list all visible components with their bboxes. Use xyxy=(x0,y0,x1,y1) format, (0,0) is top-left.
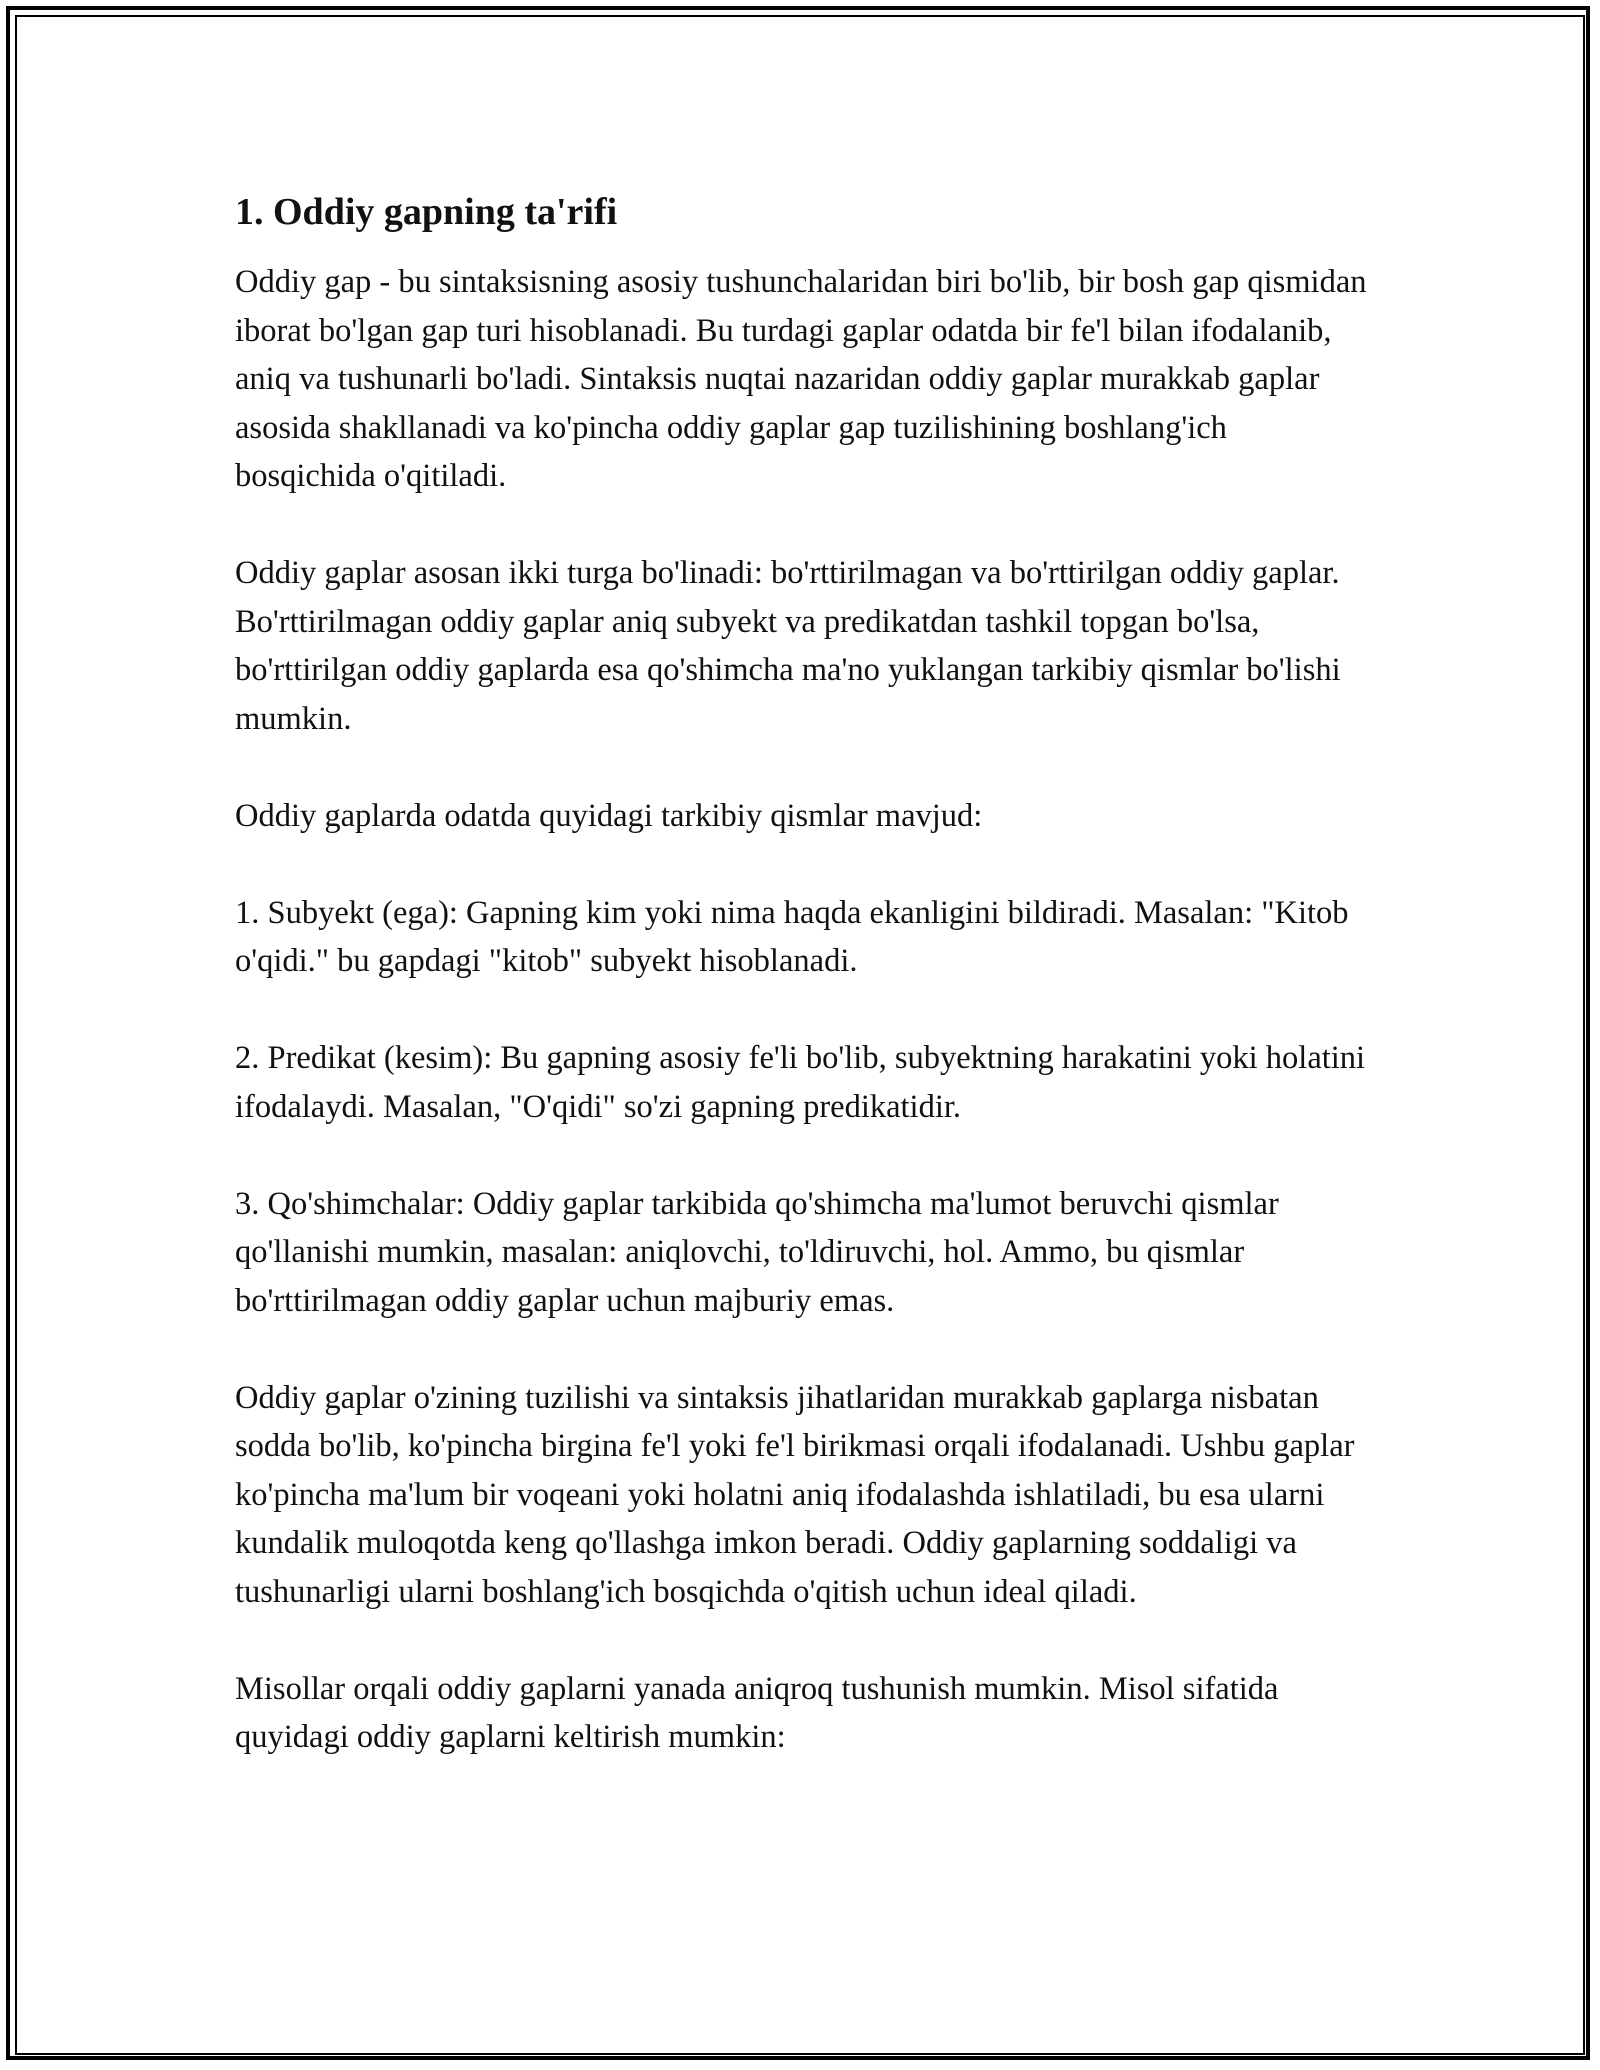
paragraph-simplicity: Oddiy gaplar o'zining tuzilishi va sintaksis jihatlaridan murakkab gaplarga nisbatan sodda bo'lib, ko'pincha birgina fe'l yoki fe'l birikmasi orqali ifodalanadi. Ushbu gaplar ko'pincha ma'lum bir voqeani yoki holatni aniq ifodalashda ishlatiladi, bu esa ularni kundalik muloqotda keng qo'llashga imkon beradi. Oddiy gaplarning soddaligi va tushunarligi ularni boshlang'ich bosqichda o'qitish uchun ideal qiladi. xyxy=(235,1379,1355,1610)
section-heading: 1. Oddiy gapning ta'rifi xyxy=(235,191,618,233)
paragraph-types: Oddiy gaplar asosan ikki turga bo'linadi: bo'rttirilmagan va bo'rttirilgan oddiy gaplar. Bo'rttirilmagan oddiy gaplar aniq subyekt va predikatdan tashkil topgan bo'lsa, bo'rttirilgan oddiy gaplarda esa qo'shimcha ma'no yuklangan tarkibiy qismlar bo'lishi mumkin. xyxy=(235,555,1341,737)
paragraph-definition: Oddiy gap - bu sintaksisning asosiy tushunchalaridan biri bo'lib, bir bosh gap qismidan iborat bo'lgan gap turi hisoblanadi. Bu turdagi gaplar odatda bir fe'l bilan ifodalanib, aniq va tushunarli bo'ladi. Sintaksis nuqtai nazaridan oddiy gaplar murakkab gaplar asosida shakllanadi va ko'pincha oddiy gaplar gap tuzilishining boshlang'ich bosqichida o'qitiladi. xyxy=(235,264,1367,494)
paragraph-subject: 1. Subyekt (ega): Gapning kim yoki nima haqda ekanligini bildiradi. Masalan: "Kitob o'qidi." bu gapdagi "kitob" subyekt hisoblanadi. xyxy=(235,894,1349,979)
document-body xyxy=(235,186,1370,1762)
paragraph-additions: 3. Qo'shimchalar: Oddiy gaplar tarkibida qo'shimcha ma'lumot beruvchi qismlar qo'llanishi mumkin, masalan: aniqlovchi, to'ldiruvchi, hol. Ammo, bu qismlar bo'rttirilmagan oddiy gaplar uchun majburiy emas. xyxy=(235,1185,1279,1319)
paragraph-components-intro: Oddiy gaplarda odatda quyidagi tarkibiy qismlar mavjud: xyxy=(235,797,983,834)
paragraph-predicate: 2. Predikat (kesim): Bu gapning asosiy fe'li bo'lib, subyektning harakatini yoki holatini ifodalaydi. Masalan, "O'qidi" so'zi gapning predikatidir. xyxy=(235,1040,1366,1125)
paragraph-examples: Misollar orqali oddiy gaplarni yanada aniqroq tushunish mumkin. Misol sifatida quyidagi oddiy gaplarni keltirish mumkin: xyxy=(235,1670,1279,1755)
